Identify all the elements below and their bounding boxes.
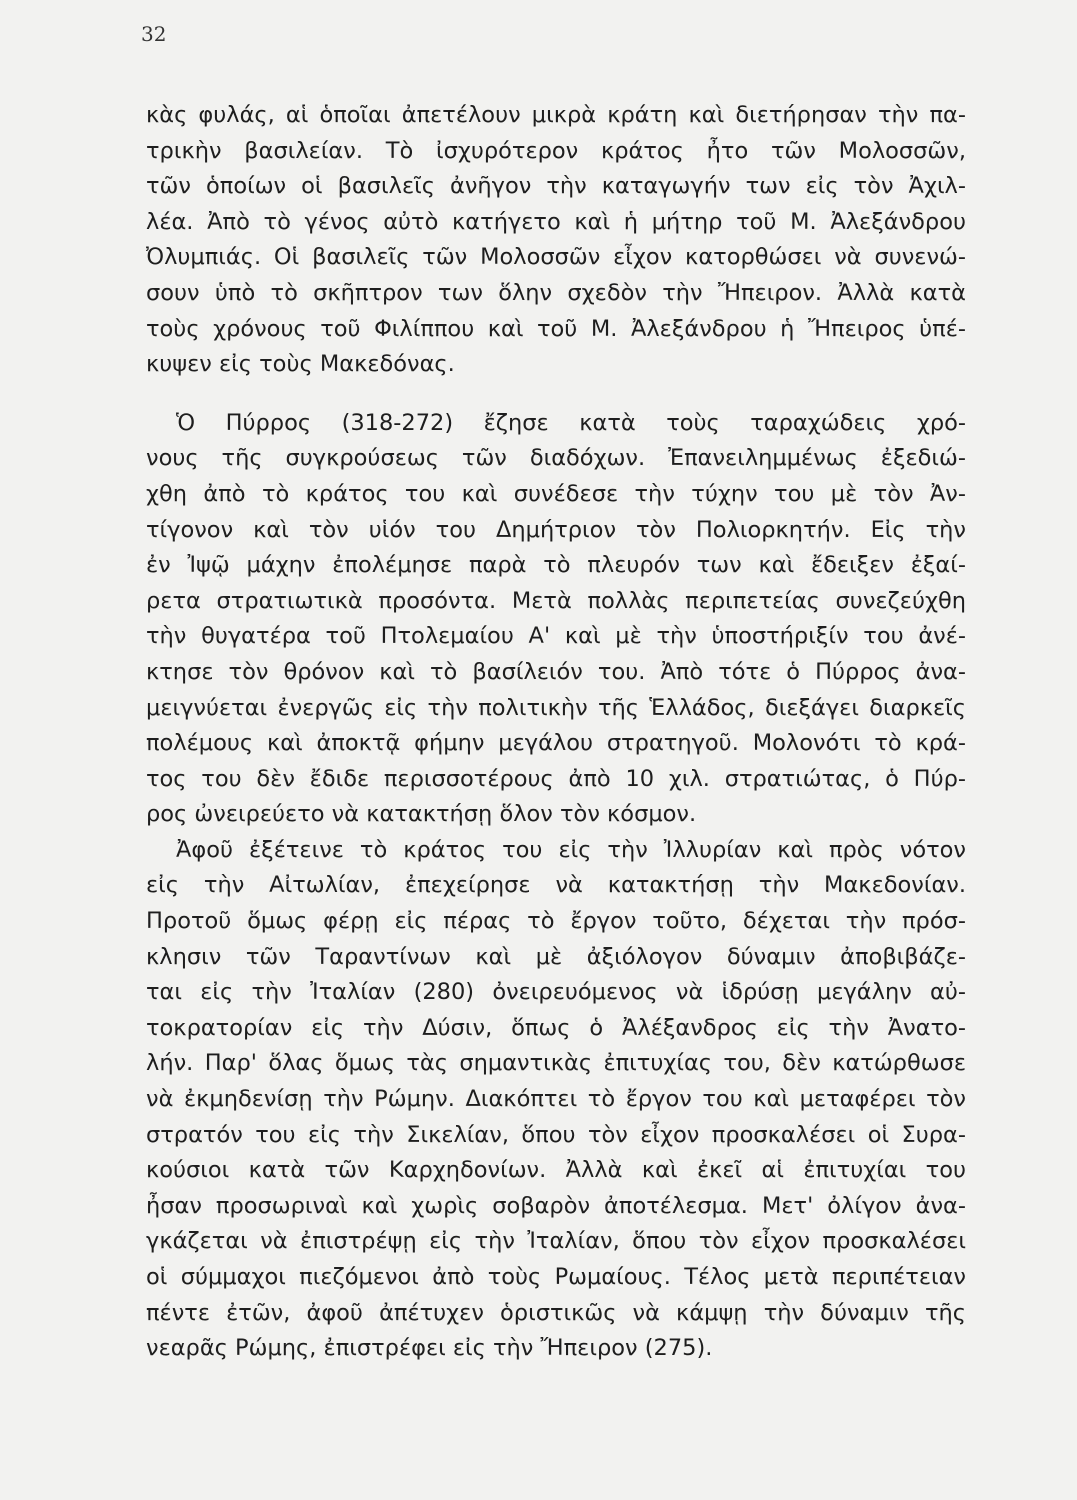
text-line: Ὁ Πύρρος (318-272) ἔζησε κατὰ τοὺς ταραχώδεις χρό- <box>176 409 966 436</box>
text-line: Ὀλυμπιάς. Οἱ βασιλεῖς τῶν Μολοσσῶν εἶχον κατορθώσει νὰ συνενώ- <box>146 244 966 271</box>
text-line: κλησιν τῶν Ταραντίνων καὶ μὲ ἀξιόλογον δύναμιν ἀποβιβάζε- <box>146 943 966 970</box>
text-line: πολέμους καὶ ἀποκτᾷ φήμην μεγάλου στρατηγοῦ. Μολονότι τὸ κρά- <box>146 730 966 757</box>
paragraph-campaigns <box>146 833 966 1367</box>
text-line: ται εἰς τὴν Ἰταλίαν (280) ὀνειρευόμενος νὰ ἱδρύσῃ μεγάλην αὐ- <box>146 979 966 1006</box>
text-line: λήν. Παρ' ὅλας ὅμως τὰς σημαντικὰς ἐπιτυχίας του, δὲν κατώρθωσε <box>146 1050 966 1077</box>
text-line: Προτοῦ ὅμως φέρῃ εἰς πέρας τὸ ἔργον τοῦτο, δέχεται τὴν πρόσ- <box>146 908 966 935</box>
text-line: τῶν ὁποίων οἱ βασιλεῖς ἀνῆγον τὴν καταγωγήν των εἰς τὸν Ἀχιλ- <box>146 173 966 200</box>
text-line: ἦσαν προσωριναὶ καὶ χωρὶς σοβαρὸν ἀποτέλεσμα. Μετ' ὀλίγον ἀνα- <box>146 1192 966 1219</box>
text-line: κούσιοι κατὰ τῶν Καρχηδονίων. Ἀλλὰ καὶ ἐκεῖ αἱ ἐπιτυχίαι του <box>146 1157 966 1184</box>
text-line: πέντε ἐτῶν, ἀφοῦ ἀπέτυχεν ὁριστικῶς νὰ κάμψῃ τὴν δύναμιν τῆς <box>146 1299 966 1326</box>
text-line: τὴν θυγατέρα τοῦ Πτολεμαίου Α' καὶ μὲ τὴν ὑποστήριξίν του ἀνέ- <box>146 623 966 650</box>
text-line: τος του δὲν ἔδιδε περισσοτέρους ἀπὸ 10 χιλ. στρατιώτας, ὁ Πύρ- <box>146 765 966 792</box>
text-line: νὰ ἐκμηδενίσῃ τὴν Ρώμην. Διακόπτει τὸ ἔργον του καὶ μεταφέρει τὸν <box>146 1086 966 1113</box>
text-line: χθη ἀπὸ τὸ κράτος του καὶ συνέδεσε τὴν τύχην του μὲ τὸν Ἀν- <box>146 480 966 507</box>
text-line: γκάζεται νὰ ἐπιστρέψῃ εἰς τὴν Ἰταλίαν, ὅπου τὸν εἶχον προσκαλέσει <box>146 1228 966 1255</box>
text-line: κὰς φυλάς, αἱ ὁποῖαι ἀπετέλουν μικρὰ κράτη καὶ διετήρησαν τὴν πα- <box>146 102 966 128</box>
text-line: ρετα στρατιωτικὰ προσόντα. Μετὰ πολλὰς περιπετείας συνεζεύχθη <box>146 587 966 614</box>
paragraph-molossians <box>146 98 966 383</box>
text-line: νους τῆς συγκρούσεως τῶν διαδόχων. Ἐπανειλημμένως ἐξεδιώ- <box>146 445 966 472</box>
text-line: ἐν Ἰψῷ μάχην ἐπολέμησε παρὰ τὸ πλευρόν των καὶ ἔδειξεν ἐξαί- <box>146 552 966 579</box>
page-number: 32 <box>141 22 167 46</box>
paragraph-gap <box>146 383 966 406</box>
text-line: ρος ὠνειρεύετο νὰ κατακτήσῃ ὅλον τὸν κόσμον. <box>146 801 697 828</box>
text-line: κυψεν εἰς τοὺς Μακεδόνας. <box>146 351 455 378</box>
text-line: τρικὴν βασιλείαν. Τὸ ἰσχυρότερον κράτος ἦτο τῶν Μολοσσῶν, <box>146 137 966 164</box>
body-text <box>146 98 966 1367</box>
paragraph-pyrrhus <box>146 406 966 833</box>
text-line: εἰς τὴν Αἰτωλίαν, ἐπεχείρησε νὰ κατακτήσῃ τὴν Μακεδονίαν. <box>146 872 966 899</box>
text-line: τοκρατορίαν εἰς τὴν Δύσιν, ὅπως ὁ Ἀλέξανδρος εἰς τὴν Ἀνατο- <box>146 1014 966 1041</box>
text-line: μειγνύεται ἐνεργῶς εἰς τὴν πολιτικὴν τῆς Ἑλλάδος, διεξάγει διαρκεῖς <box>146 694 966 721</box>
text-line: τοὺς χρόνους τοῦ Φιλίππου καὶ τοῦ Μ. Ἀλεξάνδρου ἡ Ἤπειρος ὑπέ- <box>146 315 966 342</box>
text-line: Ἀφοῦ ἐξέτεινε τὸ κράτος του εἰς τὴν Ἰλλυρίαν καὶ πρὸς νότον <box>176 836 966 863</box>
text-line: λέα. Ἀπὸ τὸ γένος αὐτὸ κατήγετο καὶ ἡ μήτηρ τοῦ Μ. Ἀλεξάνδρου <box>146 208 966 235</box>
text-line: κτησε τὸν θρόνον καὶ τὸ βασίλειόν του. Ἀπὸ τότε ὁ Πύρρος ἀνα- <box>146 658 966 685</box>
text-line: οἱ σύμμαχοι πιεζόμενοι ἀπὸ τοὺς Ρωμαίους. Τέλος μετὰ περιπέτειαν <box>146 1264 966 1290</box>
text-line: στρατόν του εἰς τὴν Σικελίαν, ὅπου τὸν εἶχον προσκαλέσει οἱ Συρα- <box>146 1121 966 1148</box>
text-line: σουν ὑπὸ τὸ σκῆπτρον των ὅλην σχεδὸν τὴν Ἤπειρον. Ἀλλὰ κατὰ <box>146 279 966 306</box>
text-line: νεαρᾶς Ρώμης, ἐπιστρέφει εἰς τὴν Ἤπειρον (275). <box>146 1335 713 1362</box>
text-line: τίγονον καὶ τὸν υἱόν του Δημήτριον τὸν Πολιορκητήν. Εἰς τὴν <box>146 516 966 543</box>
